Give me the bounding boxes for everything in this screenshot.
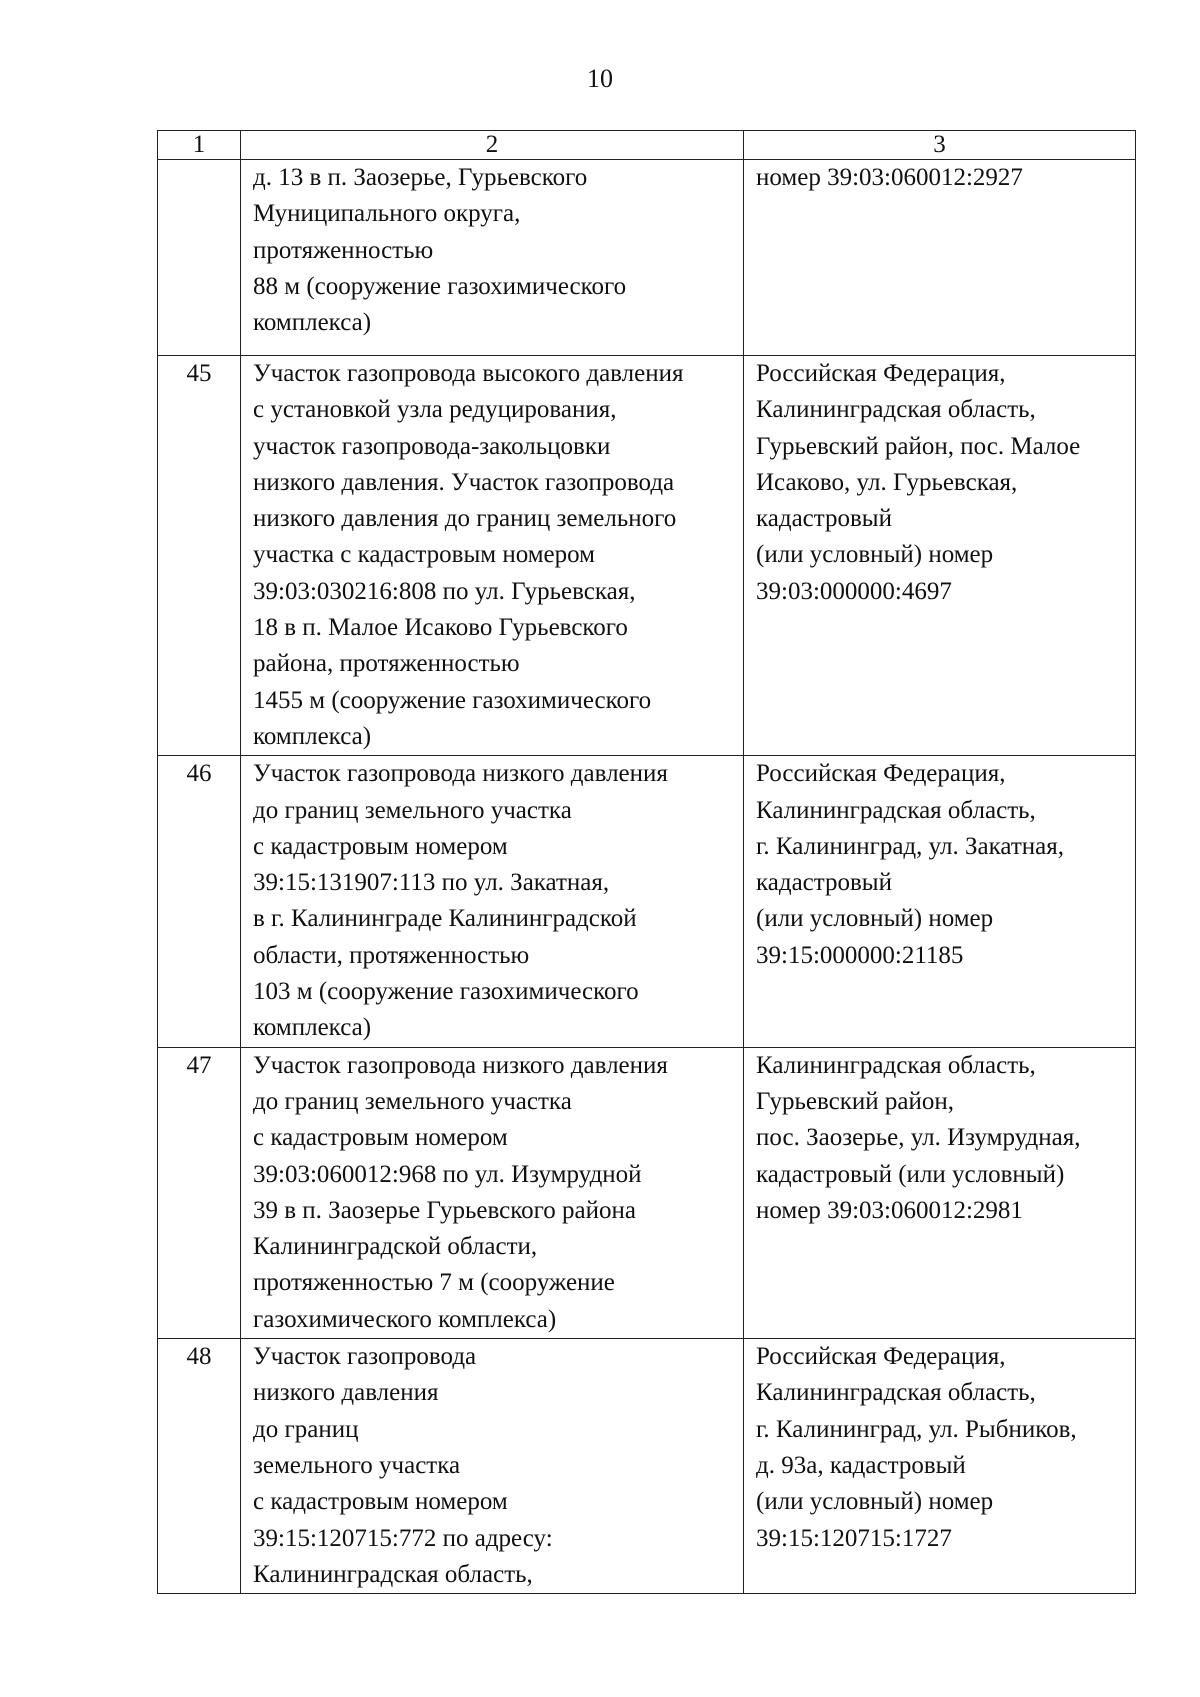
object-description-cell bbox=[241, 1047, 744, 1338]
cell-text-line: низкого давления до границ земельного bbox=[253, 505, 677, 533]
cell-text-line: комплекса) bbox=[253, 309, 372, 337]
object-description-cell bbox=[241, 756, 744, 1047]
cell-text-line: участка с кадастровым номером bbox=[253, 541, 595, 569]
object-address-cell bbox=[744, 1339, 1136, 1594]
cell-text-line: Российская Федерация, bbox=[756, 360, 1006, 387]
cell-text-line: до границ земельного участка bbox=[253, 1087, 572, 1115]
object-description-cell bbox=[241, 356, 744, 756]
row-number-cell: 46 bbox=[158, 756, 241, 1047]
cell-text-line: низкого давления. Участок газопровода bbox=[253, 468, 675, 496]
row-number-cell: 47 bbox=[158, 1047, 241, 1338]
cell-text-line: района, протяженностью bbox=[253, 650, 520, 678]
cell-text-line: (или условный) номер bbox=[756, 905, 994, 933]
cell-text-line: Участок газопровода высокого давления bbox=[253, 360, 684, 387]
cell-text-line: Гурьевский район, пос. Малое bbox=[756, 432, 1081, 460]
cell-text-line: (или условный) номер bbox=[756, 541, 994, 569]
row-number-cell: 48 bbox=[158, 1339, 241, 1594]
cell-text-line: Калининградская область, bbox=[756, 396, 1036, 424]
cell-text-line: 1455 м (сооружение газохимического bbox=[253, 686, 652, 714]
cell-text-line: Муниципального округа, bbox=[253, 200, 521, 228]
cell-text-line: Калининградская область, bbox=[756, 1051, 1036, 1079]
cell-text-line: с кадастровым номером bbox=[253, 1124, 508, 1152]
cell-text-line: области, протяженностью bbox=[253, 941, 530, 969]
cell-text-line: кадастровый bbox=[756, 869, 892, 897]
cell-text-line: Российская Федерация, bbox=[756, 1343, 1006, 1371]
cell-text-line: 39 в п. Заозерье Гурьевского района bbox=[253, 1196, 636, 1224]
cell-text-line: Российская Федерация, bbox=[756, 760, 1006, 788]
cell-text-line: Участок газопровода низкого давления bbox=[253, 1051, 668, 1079]
cell-text-line: комплекса) bbox=[253, 722, 372, 750]
cell-text-line: Исаково, ул. Гурьевская, bbox=[756, 468, 1018, 496]
table-row bbox=[158, 160, 1136, 356]
cell-text-line: Калининградской области, bbox=[253, 1233, 538, 1261]
cell-text-line: протяженностью 7 м (сооружение bbox=[253, 1269, 615, 1297]
column-header: 1 bbox=[158, 131, 241, 160]
cell-text-line: комплекса) bbox=[253, 1014, 372, 1042]
cell-text-line: пос. Заозерье, ул. Изумрудная, bbox=[756, 1124, 1081, 1152]
cell-text-line: 39:03:060012:968 по ул. Изумрудной bbox=[253, 1160, 642, 1188]
cell-text-line: Гурьевский район, bbox=[756, 1087, 955, 1115]
cell-text-line: низкого давления bbox=[253, 1379, 439, 1407]
table-row bbox=[158, 1047, 1136, 1338]
cell-text-line: кадастровый (или условный) bbox=[756, 1160, 1065, 1188]
object-address-cell bbox=[744, 356, 1136, 756]
cell-text-line: Калининградская область, bbox=[756, 1379, 1036, 1407]
cell-text-line: газохимического комплекса) bbox=[253, 1305, 557, 1333]
object-address-cell bbox=[744, 756, 1136, 1047]
cell-text-line: г. Калининград, ул. Закатная, bbox=[756, 832, 1065, 860]
object-address-cell bbox=[744, 1047, 1136, 1338]
cell-text-line: протяженностью bbox=[253, 236, 434, 264]
cell-text-line: до границ bbox=[253, 1415, 359, 1443]
object-description-cell bbox=[241, 1339, 744, 1594]
cell-text-line: кадастровый bbox=[756, 505, 892, 533]
cell-text-line: до границ земельного участка bbox=[253, 796, 572, 824]
cell-text-line: участок газопровода-закольцовки bbox=[253, 432, 611, 460]
cell-text-line: в г. Калининграде Калининградской bbox=[253, 905, 637, 933]
cell-text-line: номер 39:03:060012:2981 bbox=[756, 1196, 1023, 1224]
cell-text-line: земельного участка bbox=[253, 1451, 461, 1479]
cell-text-line: 18 в п. Малое Исаково Гурьевского bbox=[253, 614, 628, 642]
column-header: 3 bbox=[744, 131, 1136, 160]
cell-text-line: 39:03:030216:808 по ул. Гурьевская, bbox=[253, 577, 636, 605]
cell-text-line: 39:15:120715:1727 bbox=[756, 1524, 952, 1552]
row-number-cell bbox=[158, 160, 241, 356]
cell-text-line: с установкой узла редуцирования, bbox=[253, 396, 617, 424]
table-row bbox=[158, 1339, 1136, 1594]
row-number-cell: 45 bbox=[158, 356, 241, 756]
cell-text-line: с кадастровым номером bbox=[253, 832, 508, 860]
cell-text-line: г. Калининград, ул. Рыбников, bbox=[756, 1415, 1077, 1443]
cell-text-line: 39:15:131907:113 по ул. Закатная, bbox=[253, 869, 610, 897]
cell-text-line: номер 39:03:060012:2927 bbox=[756, 164, 1023, 191]
cell-text-line: д. 93а, кадастровый bbox=[756, 1451, 966, 1479]
cell-text-line: с кадастровым номером bbox=[253, 1488, 508, 1516]
cell-text-line: Калининградская область, bbox=[756, 796, 1036, 824]
cell-text-line: 39:15:000000:21185 bbox=[756, 941, 964, 969]
cell-text-line: (или условный) номер bbox=[756, 1488, 994, 1516]
column-header: 2 bbox=[241, 131, 744, 160]
table-header-row bbox=[158, 131, 1136, 160]
cell-text-line: Участок газопровода низкого давления bbox=[253, 760, 668, 788]
table-row bbox=[158, 356, 1136, 756]
document-table bbox=[157, 130, 1136, 1594]
object-description-cell bbox=[241, 160, 744, 356]
page-number: 10 bbox=[587, 64, 613, 93]
table-row bbox=[158, 756, 1136, 1047]
object-address-cell bbox=[744, 160, 1136, 356]
cell-text-line: 88 м (сооружение газохимического bbox=[253, 272, 627, 300]
cell-text-line: 103 м (сооружение газохимического bbox=[253, 978, 639, 1006]
cell-text-line: Участок газопровода bbox=[253, 1343, 477, 1371]
cell-text-line: 39:03:000000:4697 bbox=[756, 577, 952, 605]
cell-text-line: 39:15:120715:772 по адресу: bbox=[253, 1524, 553, 1552]
cell-text-line: д. 13 в п. Заозерье, Гурьевского bbox=[253, 164, 588, 191]
cell-text-line: Калининградская область, bbox=[253, 1560, 533, 1588]
